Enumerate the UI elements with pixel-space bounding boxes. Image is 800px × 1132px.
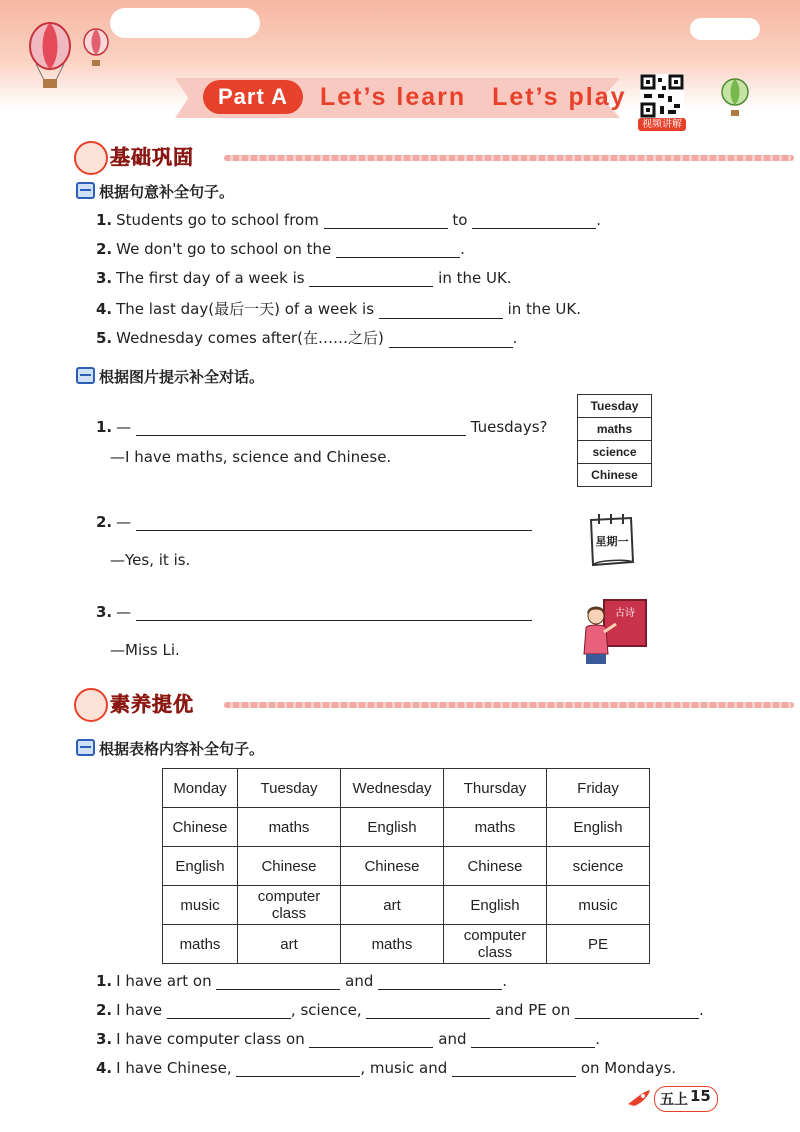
dialogue-question: 3. — [96, 603, 532, 621]
hot-air-balloon-icon [28, 22, 72, 90]
table-cell: Monday [163, 769, 238, 808]
dialogue-answer: —Miss Li. [110, 641, 180, 659]
schedule-card-day: Tuesday [578, 395, 652, 418]
task-instruction: 根据图片提示补全对话。 [76, 366, 264, 387]
table-cell: computer class [238, 886, 341, 925]
exercise-line: 2. We don't go to school on the . [96, 240, 465, 258]
answer-blank[interactable] [378, 975, 502, 990]
exercise-line: 2. I have , science, and PE on . [96, 1001, 704, 1019]
section-divider [224, 155, 794, 161]
answer-blank[interactable] [136, 516, 532, 531]
dialogue-question: 2. — [96, 513, 532, 531]
section-divider [224, 702, 794, 708]
table-cell: Chinese [238, 847, 341, 886]
answer-blank[interactable] [216, 975, 340, 990]
answer-blank[interactable] [136, 421, 466, 436]
table-cell: Thursday [444, 769, 547, 808]
answer-blank[interactable] [452, 1062, 576, 1077]
answer-blank[interactable] [336, 243, 460, 258]
answer-blank[interactable] [136, 606, 532, 621]
table-cell: PE [547, 925, 650, 964]
lesson-title-learn: Let’s learn [320, 83, 467, 111]
exercise-line: 3. I have computer class on and . [96, 1030, 601, 1048]
exercise-line: 1. Students go to school from to . [96, 211, 602, 229]
table-cell: Tuesday [238, 769, 341, 808]
table-cell: science [547, 847, 650, 886]
table-cell: art [238, 925, 341, 964]
table-cell: English [444, 886, 547, 925]
answer-blank[interactable] [324, 214, 448, 229]
table-cell: Friday [547, 769, 650, 808]
rocket-footer-icon [626, 1088, 652, 1108]
calendar-label: 星期一 [595, 535, 629, 548]
schedule-card-subject: maths [578, 418, 652, 441]
table-cell: maths [341, 925, 444, 964]
section-title: 基础巩固 [110, 145, 194, 169]
answer-blank[interactable] [309, 272, 433, 287]
table-cell: maths [238, 808, 341, 847]
answer-blank[interactable] [309, 1033, 433, 1048]
table-cell: maths [163, 925, 238, 964]
part-label: Part A [203, 80, 303, 114]
table-cell: Chinese [341, 847, 444, 886]
table-row [163, 886, 650, 925]
answer-blank[interactable] [575, 1004, 699, 1019]
table-cell: music [163, 886, 238, 925]
exercise-line: 5. Wednesday comes after(在……之后) . [96, 329, 518, 347]
timetable [162, 768, 650, 964]
answer-blank[interactable] [471, 1033, 595, 1048]
section-header-improve [74, 688, 724, 716]
calendar-icon [587, 512, 635, 567]
table-cell: art [341, 886, 444, 925]
table-cell: English [163, 847, 238, 886]
cloud-decoration [110, 8, 260, 38]
exercise-line: 3. The first day of a week is in the UK. [96, 269, 512, 287]
dialogue-answer: —Yes, it is. [110, 551, 191, 569]
qr-code-icon[interactable] [640, 74, 684, 118]
qr-caption: 视频讲解 [638, 118, 686, 131]
table-cell: maths [444, 808, 547, 847]
answer-blank[interactable] [366, 1004, 490, 1019]
answer-blank[interactable] [379, 304, 503, 319]
notebook-icon [74, 141, 108, 175]
dialogue-answer: —I have maths, science and Chinese. [110, 448, 392, 466]
table-row [163, 925, 650, 964]
table-cell: English [547, 808, 650, 847]
answer-blank[interactable] [389, 333, 513, 348]
schedule-card [577, 394, 652, 487]
rocket-icon [74, 688, 108, 722]
task-instruction: 根据句意补全句子。 [76, 181, 234, 202]
table-cell: Chinese [444, 847, 547, 886]
table-row [163, 769, 650, 808]
task-marker-icon [76, 367, 95, 384]
table-cell: Wednesday [341, 769, 444, 808]
cloud-decoration [690, 18, 760, 40]
section-title: 素养提优 [110, 692, 194, 716]
lesson-title-play: Let’s play [492, 83, 627, 111]
answer-blank[interactable] [167, 1004, 291, 1019]
exercise-line: 1. I have art on and . [96, 972, 507, 990]
task-instruction: 根据表格内容补全句子。 [76, 738, 264, 759]
table-cell: computer class [444, 925, 547, 964]
section-header-basics [74, 141, 724, 169]
table-cell: music [547, 886, 650, 925]
dialogue-question: 1. — Tuesdays? [96, 418, 548, 436]
schedule-card-subject: science [578, 441, 652, 464]
exercise-line: 4. I have Chinese, , music and on Mondays. [96, 1059, 677, 1077]
table-cell: English [341, 808, 444, 847]
table-row [163, 847, 650, 886]
schedule-card-subject: Chinese [578, 464, 652, 487]
task-marker-icon [76, 739, 95, 756]
board-text: 古诗 [615, 608, 635, 619]
table-cell: Chinese [163, 808, 238, 847]
lesson-title [320, 80, 653, 114]
grade-label: 五上 [660, 1092, 688, 1108]
answer-blank[interactable] [236, 1062, 360, 1077]
exercise-line: 4. The last day(最后一天) of a week is in the UK. [96, 300, 582, 318]
page-number: 15 [690, 1087, 711, 1105]
teacher-illustration [582, 594, 648, 666]
hot-air-balloon-icon [720, 78, 750, 118]
answer-blank[interactable] [472, 214, 596, 229]
hot-air-balloon-icon [82, 28, 110, 68]
task-marker-icon [76, 182, 95, 199]
table-row [163, 808, 650, 847]
